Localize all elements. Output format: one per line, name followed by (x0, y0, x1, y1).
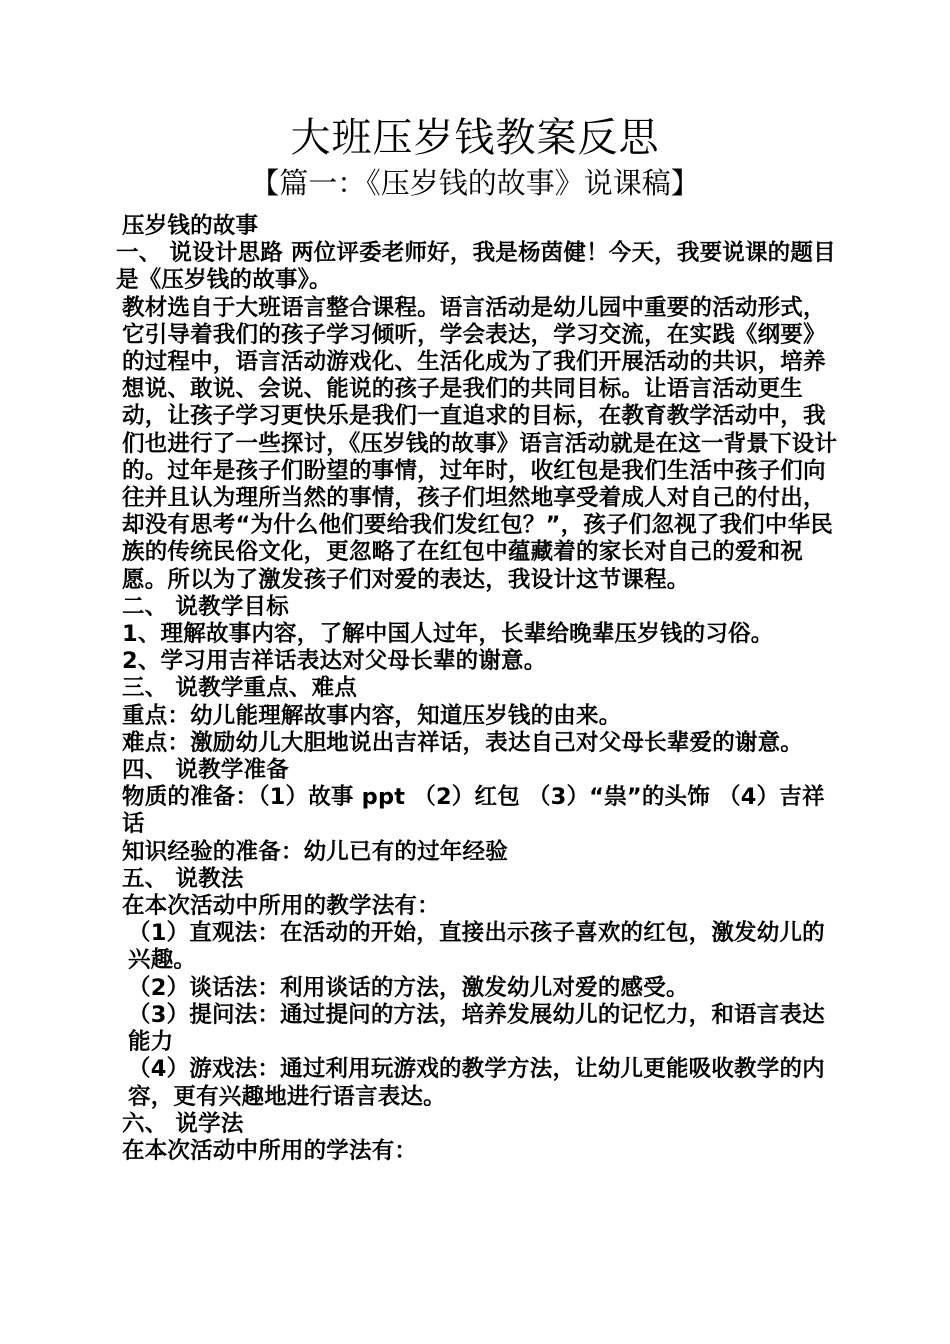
paragraph: 在本次活动中所用的学法有： (122, 1137, 418, 1164)
section-heading: 四、 说教学准备 (122, 757, 289, 784)
paragraph: 难点：激励幼儿大胆地说出吉祥话，表达自己对父母长辈爱的谢意。 (122, 729, 804, 756)
list-item: （3）提问法：通过提问的方法，培养发展幼儿的记忆力，和语言表达能力 (128, 1001, 825, 1056)
paragraph: 教材选自于大班语言整合课程。语言活动是幼儿园中重要的活动形式，它引导着我们的孩子学习倾听，学会表达，学习交流，在实践《纲要》的过程中，语言活动游戏化、生活化成为了我们开展活动的共识，培养想说、敢说、会说、能说的孩子是我们的共同目标。让语言活动更生动，让孩子学习更快乐是我们一直追求的目标，在教育教学活动中，我们也进行了一些探讨，《压岁钱的故事》语言活动就是在这一背景下设计的。过年是孩子们盼望的事情，过年时，收红包是我们生活中孩子们向往并且认为理所当然的事情，孩子们坦然地享受着成人对自己的付出，却没有思考“为什么他们要给我们发红包？”，孩子们忽视了我们中华民族的传统民俗文化，更忽略了在红包中蕴藏着的家长对自己的爱和祝愿。所以为了激发孩子们对爱的表达，我设计这节课程。 (122, 294, 838, 593)
list-item: （1）直观法：在活动的开始，直接出示孩子喜欢的红包，激发幼儿的兴趣。 (128, 920, 825, 974)
section-heading: 六、 说学法 (122, 1110, 244, 1137)
document-title: 大班压岁钱教案反思 (290, 115, 660, 161)
list-item: 2、学习用吉祥话表达对父母长辈的谢意。 (122, 648, 547, 675)
list-item: （2）谈话法：利用谈话的方法，激发幼儿对爱的感受。 (128, 974, 689, 1001)
paragraph: 知识经验的准备：幼儿已有的过年经验 (122, 838, 508, 865)
section-heading: 二、 说教学目标 (122, 593, 289, 620)
paragraph: 物质的准备：（1）故事 ppt （2）红包 （3）“祟”的头饰 （4）吉祥话 (122, 784, 825, 838)
list-item: 1、理解故事内容，了解中国人过年，长辈给晚辈压岁钱的习俗。 (122, 621, 774, 648)
document-body (116, 213, 846, 1165)
document-subtitle: 【篇一：《压岁钱的故事》说课稿】 (250, 166, 700, 200)
paragraph: 在本次活动中所用的教学法有： (122, 893, 440, 920)
section-heading: 五、 说教法 (122, 865, 244, 892)
list-item: （4）游戏法：通过利用玩游戏的教学方法，让幼儿更能吸收教学的内容，更有兴趣地进行语言表达。 (128, 1056, 825, 1110)
section-heading: 三、 说教学重点、难点 (122, 675, 358, 702)
paragraph: 一、 说设计思路 两位评委老师好，我是杨茵健！今天，我要说课的题目是《压岁钱的故事》。 (116, 240, 836, 294)
paragraph: 重点：幼儿能理解故事内容，知道压岁钱的由来。 (122, 702, 622, 729)
section-heading: 压岁钱的故事 (122, 213, 259, 239)
